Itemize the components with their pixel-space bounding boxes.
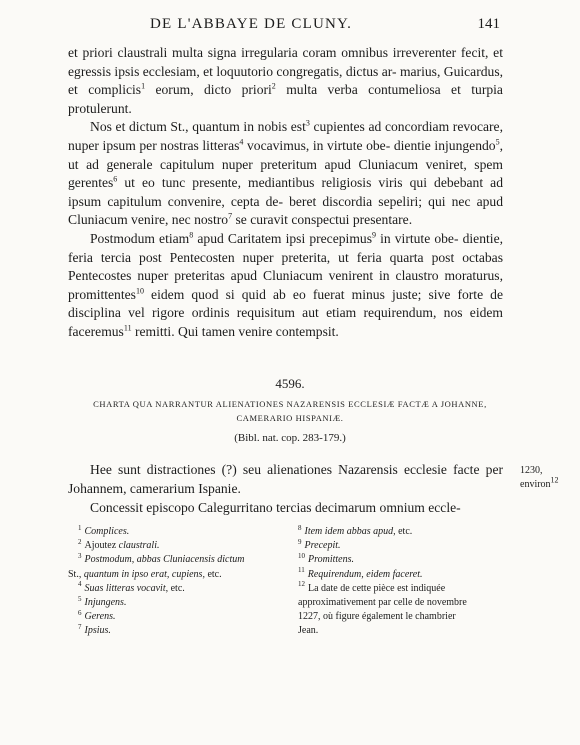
footnote-text: Injungens. — [84, 597, 127, 609]
text-line: multa verba — [275, 82, 358, 98]
footnote-ref[interactable]: 2 — [271, 81, 276, 91]
text-line: apud Caritatem ipsi precepimus — [193, 230, 372, 246]
footnote-ref[interactable]: 3 — [305, 118, 310, 128]
footnote-continuation — [298, 610, 508, 624]
margin-environ-text: environ — [520, 479, 551, 490]
footnote-text: etc. — [168, 582, 185, 594]
footnote — [78, 525, 293, 539]
text-line: Postmodum etiam — [90, 230, 190, 246]
text-line: revocare, nuper ipsum per nostras litteras — [68, 119, 503, 153]
text-line: religiosis viris qui debebant ad ipsum capitulum convenire, cepta de- — [68, 175, 503, 209]
footnote-text: Promittens. — [308, 554, 355, 566]
footnote — [78, 582, 293, 596]
text-line: , ut ad generale capitulum nuper preteritum apud — [68, 137, 503, 172]
text-line: ut eo tunc presente, mediantibus — [117, 175, 315, 191]
footnote-ref[interactable]: 1 — [141, 81, 146, 91]
text-line: et priori claustrali multa signa irregularia coram omnibus irreverenter — [68, 45, 457, 60]
text-line: eorum, dicto priori — [145, 82, 272, 98]
running-title: DE L'ABBAYE DE CLUNY. — [150, 16, 353, 32]
text-line: eidem quod si quid ab eo fuerat — [143, 286, 345, 302]
footnote — [78, 553, 293, 567]
footnote-number: 6 — [78, 608, 82, 617]
text-line: fecit, et egressis ipsis ecclesiam, et loquutorio congregatis, dictus ar- — [68, 45, 503, 79]
footnote-text: Complices. — [84, 526, 130, 537]
footnote-ref[interactable]: 11 — [123, 323, 132, 333]
text-line: claustro moraturus, promittentes — [68, 268, 503, 302]
paragraph-4 — [68, 460, 503, 498]
page-number: 141 — [477, 16, 500, 32]
footnote-text: claustrali. — [118, 540, 160, 552]
text-line: beret discordia sepeliri; qui nec apud Cluniacum venire, nec nostro — [68, 193, 503, 228]
footnote — [78, 539, 293, 553]
paragraph-5 — [68, 498, 503, 517]
footnote-text: Precepit. — [304, 540, 341, 552]
footnote-ref[interactable]: 4 — [239, 137, 244, 147]
text-line: dientie injungendo — [393, 137, 496, 153]
footnote-text: La date de cette pièce est indiquée — [308, 582, 446, 594]
footnote-text: etc. — [395, 526, 413, 537]
text-line: post octabas Pentecostes nuper preteritas apud Cluniacum venirent in — [68, 249, 503, 284]
text-line: marius, Guicardus, et complicis — [68, 63, 504, 98]
footnote-text: Ajoutez — [84, 540, 119, 552]
text-line: Hee sunt distractiones (?) seu alienationes Nazarensis ecclesie facte — [90, 462, 480, 477]
footnote-number: 1 — [78, 523, 82, 532]
paragraph-1 — [68, 44, 503, 118]
footnotes-left — [68, 523, 293, 639]
text-line: contempsit. — [275, 323, 339, 339]
charter-number: 4596. — [275, 376, 305, 391]
footnote-text: Suas litteras vocavit, — [84, 582, 169, 594]
footnote — [298, 553, 508, 567]
text-line: Nos et dictum St., quantum in nobis est — [90, 119, 306, 135]
footnote — [78, 610, 293, 624]
footnotes-right — [298, 525, 508, 639]
charter-text — [68, 460, 503, 517]
text-line: minus juste; sive forte de disciplina vel rigore ordinis requisitum aut — [68, 286, 504, 321]
footnote-number: 7 — [78, 623, 82, 632]
footnote-number: 2 — [78, 537, 82, 546]
paragraph-3 — [68, 230, 503, 342]
footnote — [68, 568, 293, 582]
text-line: se curavit conspectui presentare. — [235, 212, 413, 228]
charter-title-line: CAMERARIO HISPANIÆ. — [236, 413, 344, 423]
charter-source: (Bibl. nat. cop. 283-179.) — [234, 432, 346, 444]
footnote-continuation — [298, 624, 508, 638]
footnote-number: 3 — [78, 552, 82, 561]
text-line: cupientes ad concordiam — [309, 119, 450, 135]
text-line: remitti. Qui tamen venire — [131, 323, 273, 339]
footnote-text: Gerens. — [84, 611, 116, 623]
footnote-ref[interactable]: 12 — [550, 475, 559, 485]
footnote-ref[interactable]: 8 — [189, 230, 194, 240]
footnote-continuation — [298, 596, 508, 610]
footnote — [298, 539, 508, 553]
footnote-number: 4 — [78, 580, 82, 589]
footnote-ref[interactable]: 7 — [228, 211, 233, 221]
charter-title-line: CHARTA QUA NARRANTUR ALIENATIONES NAZARENSIS ECCLESIÆ FACTÆ A JOHANNE, — [93, 399, 487, 409]
footnote-text: St., — [68, 568, 84, 580]
footnote-ref[interactable]: 10 — [135, 286, 144, 296]
footnote-ref[interactable]: 5 — [495, 137, 500, 147]
footnote-text: Jean. — [298, 625, 319, 637]
footnote-number: 12 — [298, 580, 305, 589]
footnote — [78, 624, 293, 638]
footnote-text: etc. — [204, 568, 222, 580]
margin-date-note — [520, 464, 580, 492]
footnote-number: 8 — [298, 523, 302, 532]
footnote-number: 10 — [298, 552, 305, 561]
text-line: in virtute obe- — [375, 230, 459, 246]
main-text — [68, 44, 503, 342]
footnote-text: approximativement par celle de novembre — [298, 597, 467, 609]
footnote — [78, 596, 293, 610]
footnote — [298, 525, 508, 539]
footnote — [298, 568, 508, 582]
footnote — [298, 582, 508, 596]
text-line: dientie, feria tercia post Pentecosten nuper preterita, ut feria quarta — [68, 230, 503, 265]
footnote-text: Item idem abbas apud, — [304, 526, 396, 537]
footnote-text: Postmodum, abbas Cluniacensis dictum — [84, 554, 245, 566]
footnote-text: Requirendum, eidem faceret. — [307, 568, 423, 580]
footnote-text: quantum in ipso erat, cupiens, — [83, 568, 205, 580]
paragraph-2 — [68, 118, 503, 230]
text-line: per Johannem, camerarium Ispanie. — [68, 462, 503, 496]
footnote-number: 9 — [298, 537, 302, 546]
footnote-text: Ipsius. — [84, 625, 111, 637]
text-line: etiam requirendum, nos eidem faceremus — [68, 305, 504, 339]
charter-title — [90, 397, 490, 425]
text-line: contumeliosa et turpia protulerunt. — [68, 82, 503, 116]
text-line: Cluniacum veniret, spem gerentes — [68, 156, 503, 191]
footnote-number: 11 — [298, 566, 305, 575]
margin-environ — [520, 475, 580, 492]
margin-year: 1230, — [520, 465, 543, 476]
footnote-text: 1227, où figure également le chambrier — [298, 611, 456, 623]
footnote-number: 5 — [78, 594, 82, 603]
footnote-ref[interactable]: 9 — [371, 230, 376, 240]
text-line: Concessit episcopo Calegurritano tercias decimarum omnium eccle- — [90, 500, 461, 515]
footnote-ref[interactable]: 6 — [113, 174, 118, 184]
text-line: vocavimus, in virtute obe- — [243, 137, 391, 153]
